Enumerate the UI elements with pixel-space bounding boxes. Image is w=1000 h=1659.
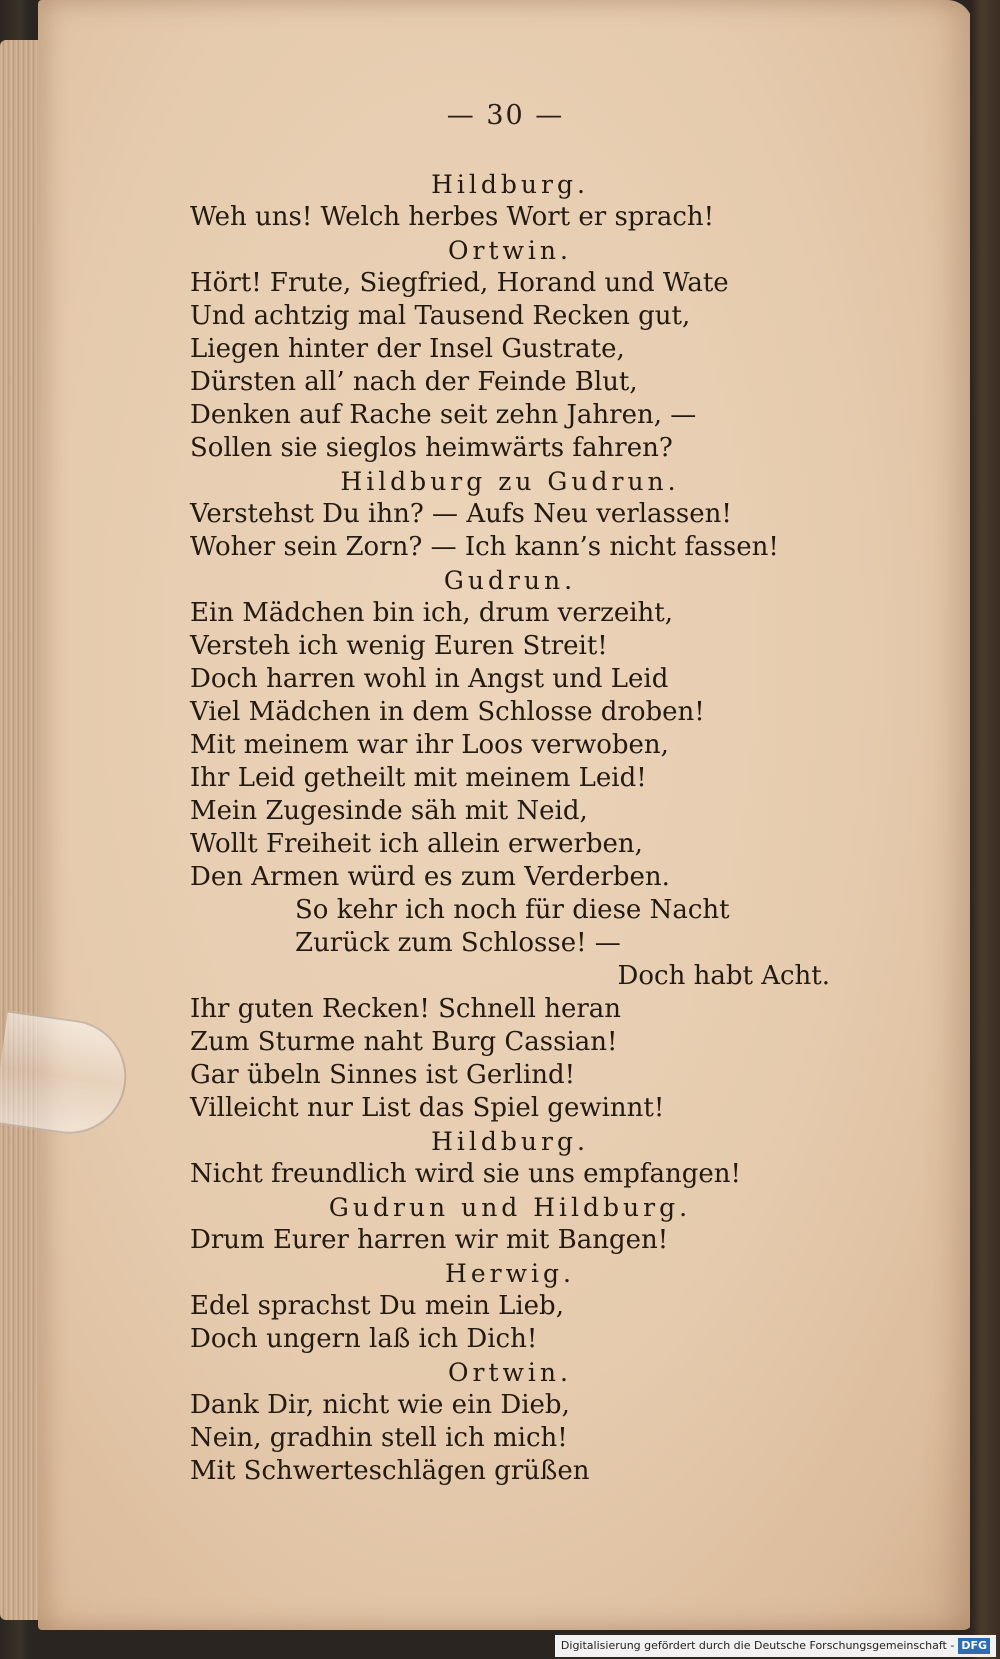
speaker-name: Ortwin.	[448, 1358, 572, 1387]
speaker-name: Hildburg.	[431, 170, 589, 199]
verse-line: Sollen sie sieglos heimwärts fahren?	[190, 433, 673, 463]
verse-text-body	[190, 168, 830, 1488]
verse-line: So kehr ich noch für diese Nacht	[295, 895, 730, 925]
verse-line: Denken auf Rache seit zehn Jahren, —	[190, 400, 697, 430]
speaker-name: Ortwin.	[448, 236, 572, 265]
verse-line: Ihr Leid getheilt mit meinem Leid!	[190, 763, 647, 793]
digitization-credit-text: Digitalisierung gefördert durch die Deutsche Forschungsgemeinschaft -	[560, 1639, 955, 1652]
verse-line: Wollt Freiheit ich allein erwerben,	[190, 829, 643, 859]
verse-line: Weh uns! Welch herbes Wort er sprach!	[190, 202, 715, 232]
verse-line: Versteh ich wenig Euren Streit!	[190, 631, 608, 661]
digitization-credit	[555, 1635, 996, 1657]
verse-line: Viel Mädchen in dem Schlosse droben!	[190, 697, 705, 727]
verse-line: Villeicht nur List das Spiel gewinnt!	[190, 1093, 665, 1123]
verse-line: Dank Dir, nicht wie ein Dieb,	[190, 1390, 570, 1420]
verse-line: Edel sprachst Du mein Lieb,	[190, 1291, 564, 1321]
verse-line: Mit meinem war ihr Loos verwoben,	[190, 730, 669, 760]
verse-line: Gar übeln Sinnes ist Gerlind!	[190, 1060, 576, 1090]
verse-line: Liegen hinter der Insel Gustrate,	[190, 334, 625, 364]
speaker-name: Herwig.	[445, 1259, 575, 1288]
page-number: — 30 —	[446, 100, 565, 131]
verse-line: Doch harren wohl in Angst und Leid	[190, 664, 669, 694]
verse-line: Hört! Frute, Siegfried, Horand und Wate	[190, 268, 729, 298]
verse-line: Und achtzig mal Tausend Recken gut,	[190, 301, 691, 331]
verse-line: Verstehst Du ihn? — Aufs Neu verlassen!	[190, 499, 732, 529]
verse-line: Zum Sturme naht Burg Cassian!	[190, 1027, 618, 1057]
verse-line: Nicht freundlich wird sie uns empfangen!	[190, 1159, 741, 1189]
verse-line: Drum Eurer harren wir mit Bangen!	[190, 1225, 669, 1255]
right-book-edge	[970, 0, 1000, 1659]
speaker-name: Hildburg zu Gudrun.	[340, 467, 680, 496]
verse-line: Nein, gradhin stell ich mich!	[190, 1423, 568, 1453]
verse-line: Ein Mädchen bin ich, drum verzeiht,	[190, 598, 673, 628]
speaker-name: Hildburg.	[431, 1127, 589, 1156]
verse-line: Doch habt Acht.	[617, 961, 830, 991]
dfg-logo: DFG	[958, 1638, 990, 1654]
verse-line: Doch ungern laß ich Dich!	[190, 1324, 538, 1354]
speaker-name: Gudrun.	[443, 566, 577, 595]
verse-line: Mein Zugesinde säh mit Neid,	[190, 796, 588, 826]
verse-line: Zurück zum Schlosse! —	[295, 928, 621, 958]
verse-line: Ihr guten Recken! Schnell heran	[190, 994, 622, 1024]
speaker-name: Gudrun und Hildburg.	[328, 1193, 692, 1222]
verse-line: Den Armen würd es zum Verderben.	[190, 862, 670, 892]
verse-line: Woher sein Zorn? — Ich kann’s nicht fassen!	[190, 532, 779, 562]
verse-line: Mit Schwerteschlägen grüßen	[190, 1456, 590, 1486]
verse-line: Dürsten all’ nach der Feinde Blut,	[190, 367, 638, 397]
